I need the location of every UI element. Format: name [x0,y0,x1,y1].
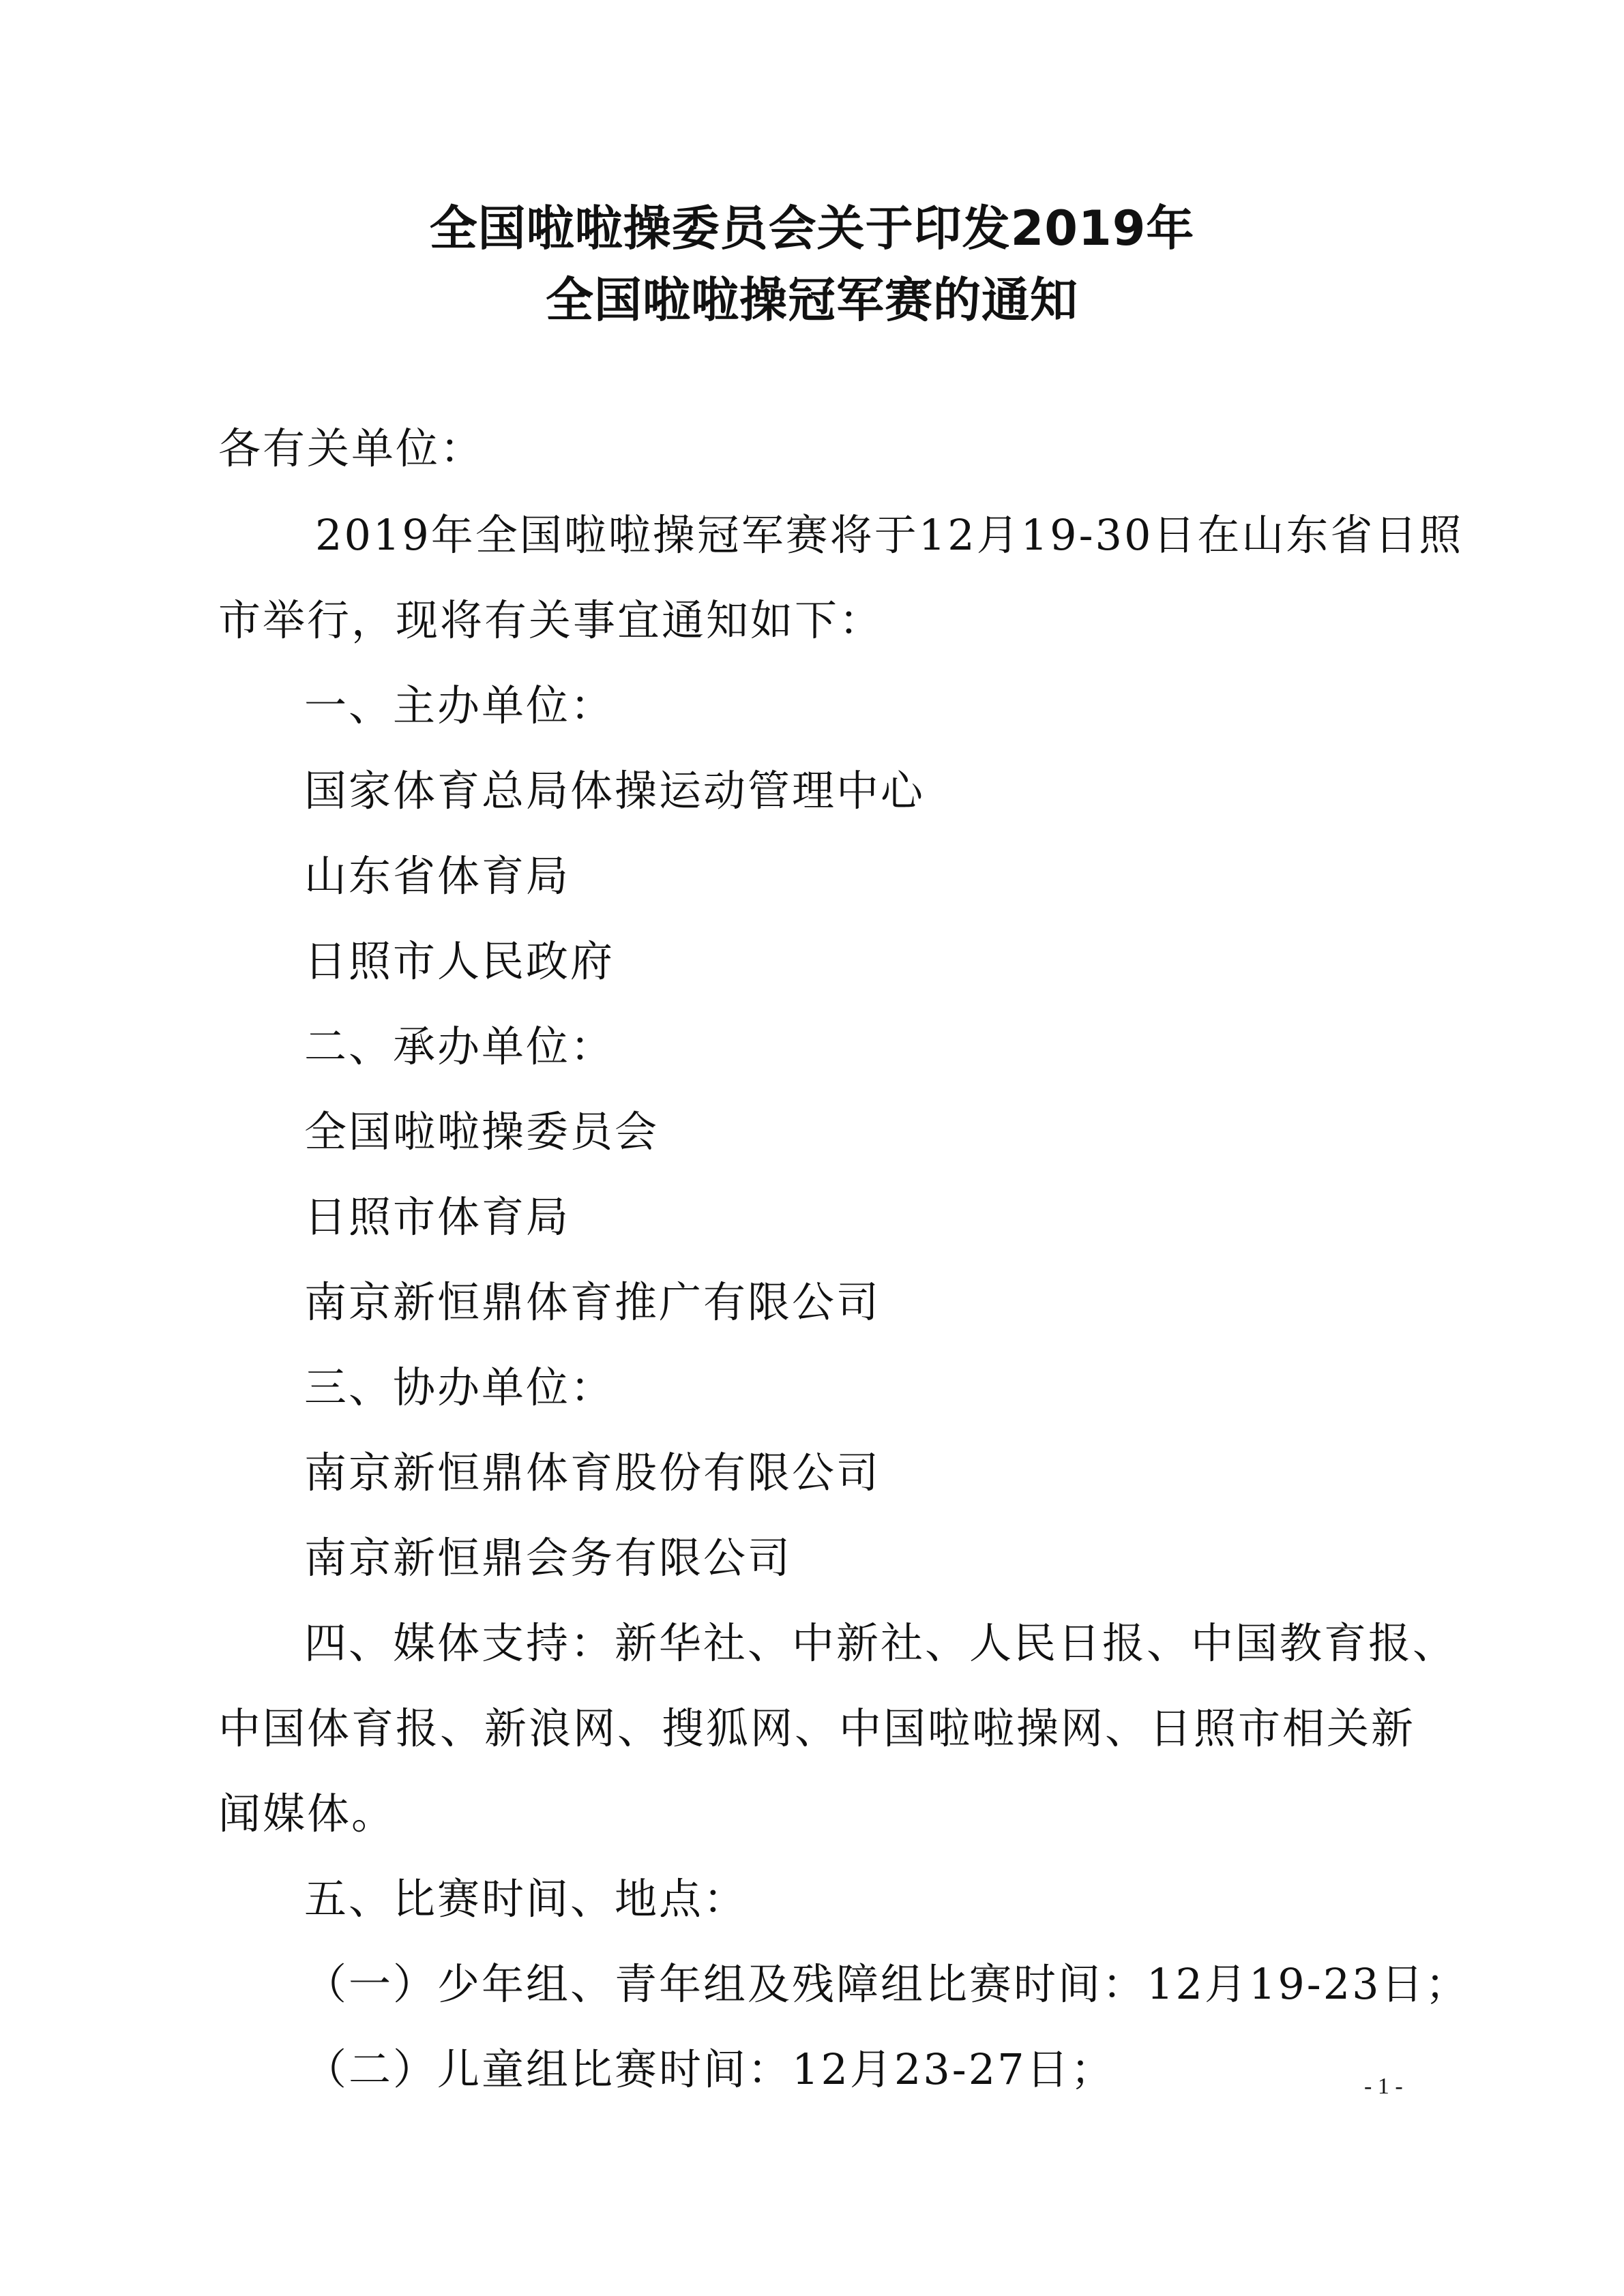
section-4-line-1: 四、媒体支持：新华社、中新社、人民日报、中国教育报、 [304,1618,1458,1668]
document-title-line-2: 全国啦啦操冠军赛的通知 [546,272,1078,328]
section-4-line-2: 中国体育报、新浪网、搜狐网、中国啦啦操网、日照市相关新 [218,1703,1416,1753]
intro-line-2: 市举行，现将有关事宜通知如下： [218,595,884,645]
list-item: 国家体育总局体操运动管理中心 [304,766,926,816]
section-4-line-3: 闻媒体。 [218,1789,396,1838]
salutation: 各有关单位： [218,423,485,473]
list-item: 日照市体育局 [304,1192,571,1242]
section-1-heading: 一、主办单位： [304,681,615,730]
list-item: 南京新恒鼎体育推广有限公司 [304,1277,881,1327]
section-3-heading: 三、协办单位： [304,1362,615,1412]
list-item: 全国啦啦操委员会 [304,1107,660,1157]
section-2-heading: 二、承办单位： [304,1022,615,1071]
list-item: 南京新恒鼎体育股份有限公司 [304,1448,881,1497]
intro-line-1: 2019年全国啦啦操冠军赛将于12月19-30日在山东省日照 [315,510,1464,560]
list-item: 山东省体育局 [304,851,571,901]
section-5-heading: 五、比赛时间、地点： [304,1874,748,1924]
page-number: - 1 - [1364,2074,1403,2099]
list-item: 日照市人民政府 [304,936,615,986]
section-5-item-1: （一）少年组、青年组及残障组比赛时间：12月19-23日； [304,1959,1470,2009]
document-title-line-1: 全国啦啦操委员会关于印发2019年 [429,200,1195,256]
section-5-item-2: （二）儿童组比赛时间：12月23-27日； [304,2044,1115,2094]
list-item: 南京新恒鼎会务有限公司 [304,1533,793,1583]
